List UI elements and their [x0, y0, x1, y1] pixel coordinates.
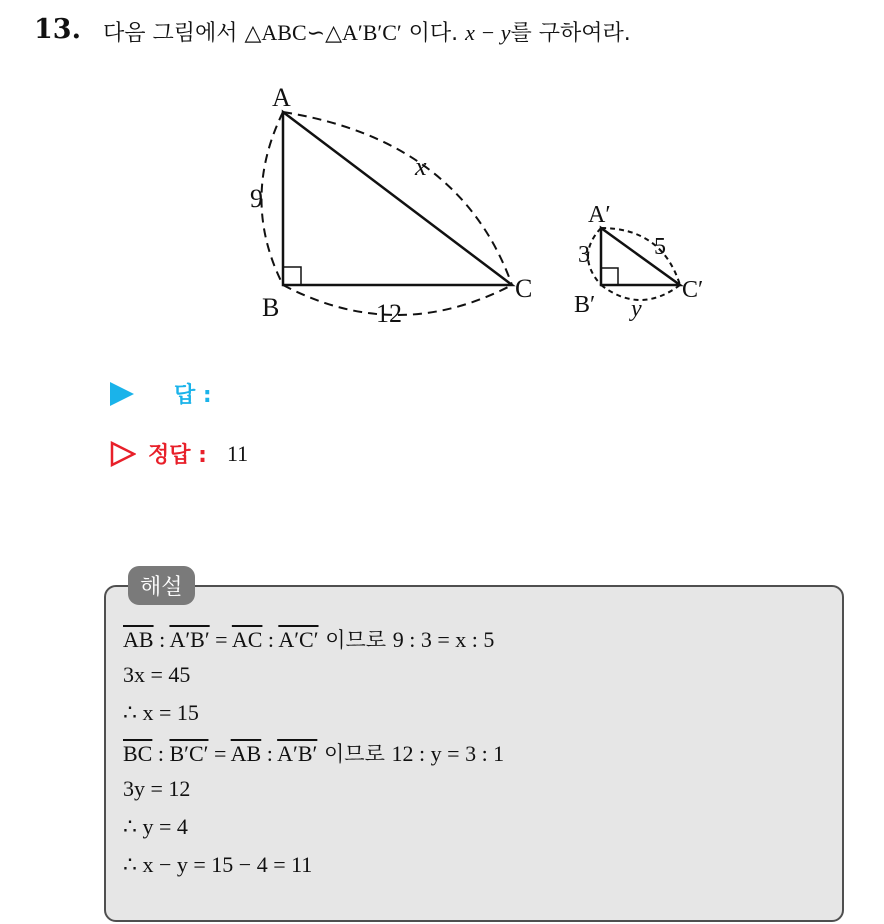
solution-line-5: 3y = 12 [123, 776, 191, 801]
big-right-angle [283, 267, 301, 285]
side-bc-length: 12 [376, 299, 402, 328]
segment-b-prime-c-prime: B′C′ [169, 741, 209, 766]
connective-word: 이므로 [318, 628, 393, 652]
segment-a-prime-b-prime: A′B′ [169, 627, 210, 652]
ratio-equation: 12 : y = 3 : 1 [391, 741, 505, 766]
similar-symbol: ∽ [306, 20, 326, 45]
ratio-equation: 9 : 3 = x : 5 [392, 627, 495, 652]
correct-triangle-outline-icon [110, 441, 136, 467]
side-ac-prime-length: 5 [654, 234, 666, 260]
label-b: B [262, 293, 280, 322]
label-b-prime: B′ [574, 292, 596, 318]
ratio-colon: : [152, 741, 170, 766]
equals-sign: = [209, 627, 232, 652]
triangle-abc: △ABC [244, 20, 307, 45]
segment-ab: $\overline{AB}$ [230, 741, 262, 766]
question-text-pre: 다음 그림에서 [103, 21, 245, 46]
segment-ab: $\overline{AB}$ [123, 627, 154, 652]
label-a: A [272, 83, 291, 112]
answer-label: 답 : [174, 383, 212, 408]
side-bc-prime-length: y [631, 296, 642, 322]
correct-answer-label: 정답 : [148, 443, 207, 468]
big-arc-ab [262, 112, 284, 285]
equals-sign: = [208, 741, 231, 766]
triangles-figure [0, 0, 884, 360]
question-expression: x − y [465, 20, 511, 45]
solution-line-3: ∴ x = 15 [123, 700, 199, 725]
answer-row [110, 378, 212, 409]
question-number: 13. [34, 14, 81, 45]
solution-line-4 [123, 738, 504, 768]
big-triangle [283, 112, 512, 285]
ratio-colon: : [262, 627, 279, 652]
ratio-colon: : [153, 627, 170, 652]
answer-triangle-icon [110, 382, 134, 406]
label-c-prime: C′ [682, 277, 704, 303]
solution-line-1 [123, 624, 494, 654]
label-a-prime: A′ [588, 202, 611, 228]
side-ac-length: x [415, 152, 427, 181]
segment-a-prime-b-prime: A′B′ [277, 741, 318, 766]
segment-ac: $\overline{AC}$ [231, 627, 263, 652]
question-text-mid: 이다. [401, 21, 466, 46]
small-right-angle [601, 268, 618, 285]
side-ab-prime-length: 3 [578, 242, 590, 268]
triangle-a-prime: △A′B′C′ [325, 20, 402, 45]
solution-line-2: 3x = 45 [123, 662, 191, 687]
connective-word: 이므로 [317, 742, 392, 766]
solution-line-7: ∴ x − y = 15 − 4 = 11 [123, 852, 313, 877]
segment-a-prime-c-prime: A′C′ [278, 627, 319, 652]
ratio-colon: : [261, 741, 278, 766]
segment-bc: $\overline{BC}$ [123, 741, 153, 766]
correct-answer-value: 11 [226, 440, 249, 466]
solution-line-6: ∴ y = 4 [123, 814, 188, 839]
label-c: C [515, 274, 533, 303]
side-ab-length: 9 [250, 184, 263, 213]
question-text-post: 를 구하여라. [510, 21, 631, 46]
solution-tag: 해설 [128, 566, 195, 605]
correct-answer-row [110, 438, 248, 469]
